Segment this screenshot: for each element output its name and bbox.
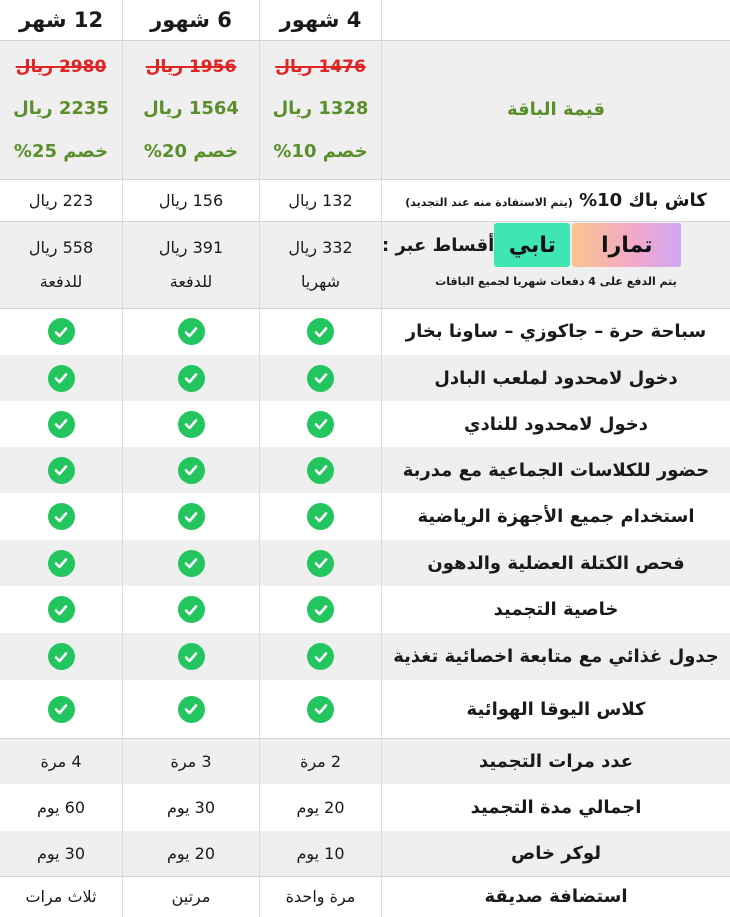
value-12-months: ثلاث مرات [25,887,97,906]
check-circle-icon [307,643,334,670]
check-circle-icon [307,550,334,577]
freeze-total-row [0,784,730,831]
row-divider [0,221,730,222]
check-circle-icon [178,411,205,438]
new-price: 1564 ريال [143,98,239,120]
check-circle-icon [307,365,334,392]
row-divider [0,40,730,41]
check-circle-icon [48,696,75,723]
check-circle-icon [178,503,205,530]
discount: خصم 10% [273,141,368,163]
locker-row [0,831,730,876]
guest-row [0,876,730,917]
feature-label: خاصية التجميد [381,586,730,633]
check-circle-icon [307,596,334,623]
freeze-total-label: اجمالي مدة التجميد [381,784,730,831]
discount: خصم 20% [143,141,239,163]
feature-row [0,308,730,355]
price-row [0,40,730,179]
value-4-months: 2 مرة [299,751,342,771]
check-circle-icon [178,457,205,484]
row-divider [0,876,730,877]
cashback-6-months: 156 ريال [122,179,259,221]
feature-label: حضور للكلاسات الجماعية مع مدربة [381,447,730,493]
check-circle-icon [178,643,205,670]
tabby-logo: تابي [494,223,570,267]
value-12-months: 30 يوم [36,844,86,863]
check-circle-icon [48,503,75,530]
check-circle-icon [48,596,75,623]
check-circle-icon [178,696,205,723]
installments-12-months: 558 ريال للدفعة [28,238,94,291]
freeze-count-label: عدد مرات التجميد [381,738,730,784]
feature-row [0,493,730,540]
value-6-months: مرتين [171,887,211,906]
tamara-logo: تمارا [572,223,681,267]
price-6-months [122,40,259,179]
check-circle-icon [307,318,334,345]
header-6-months: 6 شهور [122,0,259,40]
cashback-title: كاش باك 10% [579,189,707,211]
feature-label: جدول غذائي مع متابعة اخصائية تغذية [381,633,730,680]
header-row [0,0,730,40]
feature-row [0,447,730,493]
check-circle-icon [307,457,334,484]
old-price: 2980 ريال [15,56,107,77]
feature-row [0,401,730,447]
value-6-months: 3 مرة [170,751,212,771]
header-12-months: 12 شهر [18,8,104,32]
value-6-months: 30 يوم [166,798,216,817]
discount: خصم 25% [13,141,109,163]
price-label: قيمة الباقة [381,40,730,179]
payment-logos [494,223,681,267]
feature-row [0,540,730,586]
value-12-months: 60 يوم [36,798,86,817]
check-circle-icon [48,457,75,484]
cashback-row [0,179,730,221]
value-4-months: مرة واحدة [285,887,356,906]
feature-label: فحص الكتلة العضلية والدهون [381,540,730,586]
installments-note: يتم الدفع على 4 دفعات شهريا لجميع الباقات [435,275,677,288]
row-divider [0,308,730,309]
cashback-4-months: 132 ريال [259,179,381,221]
check-circle-icon [307,411,334,438]
feature-label: استخدام جميع الأجهزة الرياضية [381,493,730,540]
feature-row [0,680,730,738]
cashback-note: (يتم الاستفادة منه عند التجديد) [405,195,573,209]
row-divider [0,738,730,739]
feature-row [0,586,730,633]
old-price: 1476 ريال [275,56,366,77]
installments-4-months: 332 ريال شهريا [259,221,381,308]
feature-row [0,355,730,401]
feature-label: دخول لامحدود للنادي [381,401,730,447]
check-circle-icon [48,411,75,438]
cashback-label [381,179,730,221]
check-circle-icon [307,503,334,530]
feature-label: كلاس اليوقا الهوائية [381,680,730,738]
installments-label [381,221,730,308]
guest-label: استضافة صديقة [381,876,730,917]
check-circle-icon [48,365,75,392]
check-circle-icon [178,365,205,392]
value-4-months: 20 يوم [296,798,345,817]
check-circle-icon [178,596,205,623]
check-circle-icon [178,550,205,577]
check-circle-icon [307,696,334,723]
locker-label: لوكر خاص [381,831,730,876]
new-price: 2235 ريال [13,98,109,120]
price-12-months [0,40,122,179]
price-4-months [259,40,381,179]
installments-6-months: 391 ريال للدفعة [122,221,259,308]
check-circle-icon [48,643,75,670]
check-circle-icon [48,550,75,577]
value-12-months: 4 مرة [40,751,82,771]
feature-label: سباحة حرة – جاكوزي – ساونا بخار [381,308,730,355]
old-price: 1956 ريال [145,56,237,77]
freeze-count-row [0,738,730,784]
feature-label: دخول لامحدود لملعب البادل [381,355,730,401]
value-6-months: 20 يوم [166,844,216,863]
new-price: 1328 ريال [272,98,369,120]
row-divider [0,179,730,180]
check-circle-icon [48,318,75,345]
feature-row [0,633,730,680]
header-4-months: 4 شهور [259,0,381,40]
header-label-cell [381,0,730,40]
cashback-12-months: 223 ريال [28,190,94,210]
check-circle-icon [178,318,205,345]
installments-title: أقساط عبر : [382,234,495,256]
value-4-months: 10 يوم [296,844,345,863]
installments-row [0,221,730,308]
